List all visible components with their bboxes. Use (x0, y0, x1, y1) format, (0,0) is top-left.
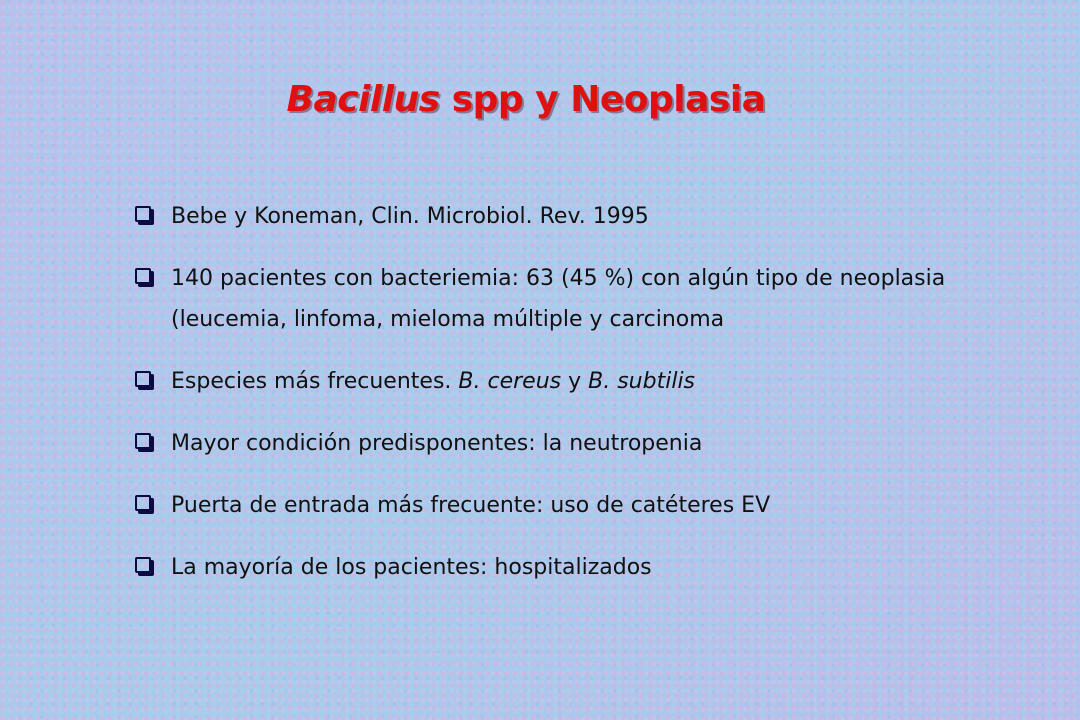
square-bullet-icon (135, 268, 151, 284)
title-genus: Bacillus (286, 79, 440, 120)
bullet-item (133, 547, 993, 588)
title-rest: spp y Neoplasia (451, 79, 766, 120)
square-bullet-icon (135, 206, 151, 222)
bullet-text: 140 pacientes con bacteriemia: 63 (45 %) con algún tipo de neoplasia (leucemia, linfoma, mieloma múltiple y carcinoma (171, 266, 946, 332)
bullet-text: Puerta de entrada más frecuente: uso de catéteres EV (171, 493, 771, 518)
species-cereus: B. cereus (458, 369, 562, 394)
square-bullet-icon (135, 433, 151, 449)
bullet-item (133, 423, 993, 464)
bullet-text-prefix: Especies más frecuentes. (171, 369, 452, 394)
bullet-text: Bebe y Koneman, Clin. Microbiol. Rev. 1995 (171, 204, 649, 229)
bullet-item (133, 258, 993, 340)
square-bullet-icon (135, 495, 151, 511)
bullet-connector: y (568, 369, 582, 394)
square-bullet-icon (135, 557, 151, 573)
bullet-item (133, 485, 993, 526)
bullet-text: Mayor condición predisponentes: la neutropenia (171, 431, 703, 456)
bullet-item (133, 196, 993, 237)
square-bullet-icon (135, 371, 151, 387)
slide-title (0, 78, 1052, 122)
bullet-list (133, 196, 993, 609)
bullet-item (133, 361, 993, 402)
species-subtilis: B. subtilis (588, 369, 696, 394)
bullet-text: La mayoría de los pacientes: hospitalizados (171, 555, 652, 580)
